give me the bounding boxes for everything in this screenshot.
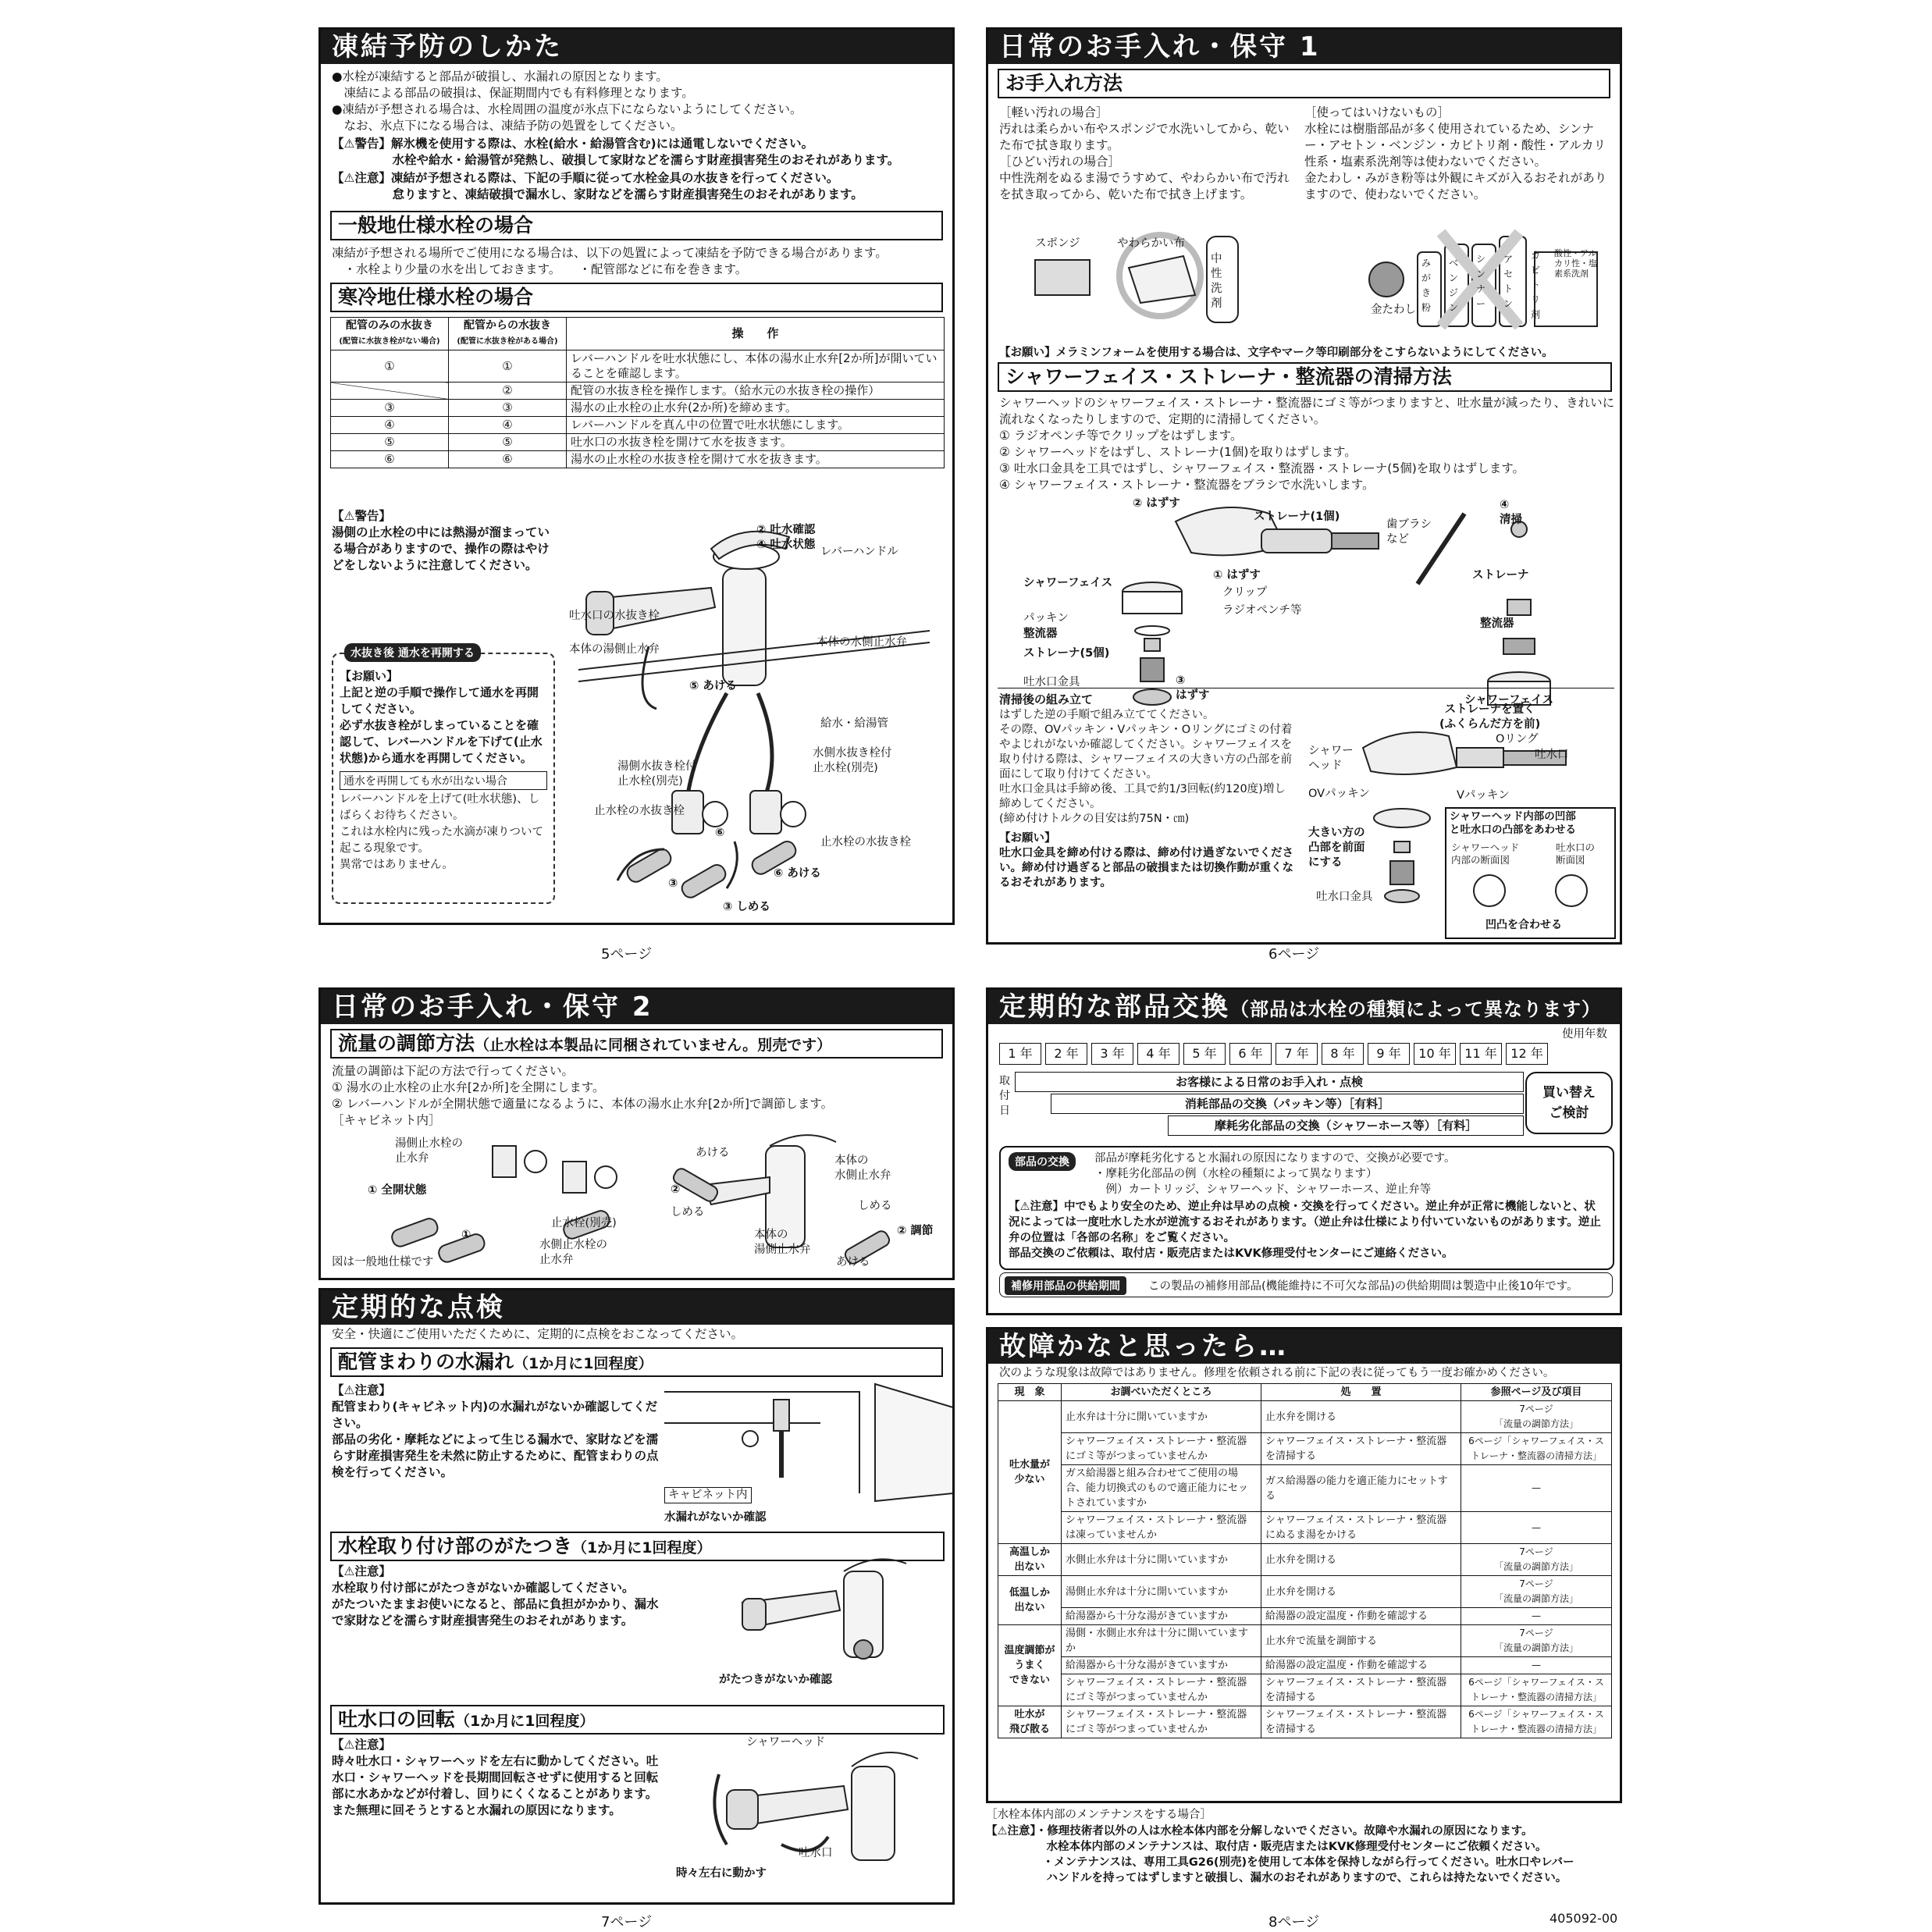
page-5 — [318, 27, 955, 925]
flow-label: ① — [461, 1229, 471, 1241]
cell: ⑤ — [449, 434, 567, 451]
diag-label: ⑥ — [715, 827, 725, 839]
trouble-ref: 7ページ 「流量の調節方法」 — [1461, 1576, 1612, 1608]
hot-warning-text: 湯側の止水栓の中には熱湯が溜まっている場合がありますので、操作の際はやけどをしないように注意してください。 — [332, 525, 550, 572]
diag2-label: ストレーナを置く (ふくらんだ方を前) — [1439, 703, 1541, 731]
trouble-check: シャワーフェイス・ストレーナ・整流器にゴミ等がつまっていませんか — [1062, 1706, 1261, 1738]
trouble-action: ガス給湯器の能力を適正能力にセットする — [1261, 1465, 1461, 1512]
general-text: 凍結が予想される場所でご使用になる場合は、以下の処置によって凍結を予防できる場合があります。 ・水栓より少量の水を出しておきます。 ・配管部などに布を巻きます。 — [332, 246, 888, 276]
trouble-action: シャワーフェイス・ストレーナ・整流器を清掃する — [1261, 1674, 1461, 1706]
diag-label: ストレーナ(5個) — [1023, 647, 1110, 660]
diag-label: 給水・給湯管 — [820, 717, 888, 730]
diag2-label: Oリング — [1496, 733, 1539, 745]
freeze-bullets: ●水栓が凍結すると部品が破損し、水漏れの原因となります。 凍結による部品の破損は、保証期間内でも有料修理となります。 ●凍結が予想される場合は、水栓周囲の温度が氷点下にならないようにしてください。 なお、氷点下になる場合は、凍結予防の処置をしてください。 — [332, 69, 802, 133]
reassemble-text: はずした逆の手順で組み立ててください。 その際、OVパッキン・Vパッキン・Oリングにゴミの付着やよじれがないか確認してください。シャワーフェイスを取り付ける際は、シャワーフェイスの大きい方の凸部を前面にして取り付けてください。 吐水口金具は手締め後、工具で約1/3回転(約120度)増し締めしてください。 (締め付けトルクの目安は約75N・㎝) — [999, 709, 1293, 825]
trouble-action: シャワーフェイス・ストレーナ・整流器を清掃する — [1261, 1706, 1461, 1738]
trouble-action: 止水弁を開ける — [1261, 1576, 1461, 1608]
melamine-note: 【お願い】メラミンフォームを使用する場合は、文字やマーク等印刷部分をこすらないようにしてください。 — [999, 347, 1553, 359]
care-title: お手入れ方法 — [998, 69, 1610, 98]
bar-daily: お客様による日常のお手入れ・点検 — [1015, 1072, 1524, 1092]
trouble-symptom: 吐水が 飛び散る — [998, 1706, 1062, 1738]
diag-label: レバーハンドル — [820, 546, 898, 558]
inspect-title: 定期的な点検 — [321, 1290, 952, 1325]
years-label: 使用年数 — [1562, 1028, 1607, 1041]
table-row — [998, 1706, 1612, 1738]
table-row — [998, 1544, 1612, 1576]
trouble-ref: 7ページ 「流量の調節方法」 — [1461, 1544, 1612, 1576]
rattle-title-text: 水栓取り付け部のがたつき — [338, 1535, 573, 1557]
page-5-title: 凍結予防のしかた — [321, 30, 952, 64]
trouble-symptom: 温度調節が うまく できない — [998, 1625, 1062, 1706]
replacement-title-text: 定期的な部品交換 — [999, 991, 1230, 1023]
table-row — [998, 1657, 1612, 1674]
table-row — [998, 1625, 1612, 1657]
flow-label: あける — [696, 1147, 730, 1159]
align-title: シャワーヘッド内部の凹部 と吐水口の凸部をあわせる — [1450, 810, 1576, 836]
nowater-text: レバーハンドルを上げて(吐水状態)、しばらくお待ちください。 これは水栓内に残った水滴が凍りついて起こる現象です。 異常ではありません。 — [340, 793, 543, 871]
diag2-label: 大きい方の 凸部を前面 にする — [1308, 827, 1365, 869]
flow-label: 図は一般地仕様です — [332, 1256, 434, 1268]
ng-item: みがき粉 — [1421, 258, 1432, 313]
flow-label: 止水栓(別売) — [551, 1217, 617, 1229]
trouble-action: 止水弁を開ける — [1261, 1401, 1461, 1433]
year-cell: 3 年 — [1091, 1043, 1133, 1065]
diag-label: ストレーナ — [1472, 569, 1529, 582]
table-row — [331, 417, 945, 434]
trouble-check: 給湯器から十分な湯がきていますか — [1062, 1608, 1261, 1625]
page-7-number: 7ページ — [601, 1914, 653, 1930]
ng-title: ［使ってはいけないもの］ — [1304, 105, 1450, 119]
page-7 — [318, 987, 955, 1280]
align-label: 凹凸を合わせる — [1485, 919, 1562, 931]
page-7-title: 日常のお手入れ・保守 2 — [321, 990, 952, 1024]
replace-consider: 買い替え ご検討 — [1525, 1072, 1613, 1134]
inspect-text: 安全・快適にご使用いただくために、定期的に点検をおこなってください。 — [332, 1327, 744, 1341]
restart-pill: 水抜き後 通水を再開する — [344, 643, 481, 662]
maint-text: 【⚠注意】・修理技術者以外の人は水栓本体内部を分解しないでください。故障や水漏れの原因になります。 水栓本体内部のメンテナンスは、取付店・販売店またはKVK修理受付センターにご依頼ください。 ・メンテナンスは、専用工具G26(別売)を使用して本体を保持しながら行ってください。吐水口やレバー ハンドルを持ってはずしますと破損し、漏水のおそれがありますので、これらは持たないでください。 — [986, 1825, 1574, 1884]
trouble-symptom: 低温しか 出ない — [998, 1576, 1062, 1625]
diag-label: ⑥ あける — [774, 867, 821, 880]
clean-text: シャワーヘッドのシャワーフェイス・ストレーナ・整流器にゴミ等がつまりますと、吐水量が減ったり、きれいに流れなくなったりしますので、定期的に清掃してください。 ① ラジオペンチ等でクリップをはずします。 ② シャワーヘッドをはずし、ストレーナ(1個)を取りはずします。 ③ 吐水口金具を工具ではずし、シャワーフェイス・整流器・ストレーナ(5個)を取りはずします。 ④ シャワーフェイス・ストレーナ・整流器をブラシで水洗いします。 — [999, 396, 1615, 492]
table-row — [998, 1465, 1612, 1512]
flow-title — [330, 1029, 943, 1059]
trouble-action: 止水弁を開ける — [1261, 1544, 1461, 1576]
ok-item: やわらかい布 — [1117, 237, 1185, 250]
ng-item: 酸性・アルカリ性・塩素系洗剤 — [1554, 248, 1597, 279]
diag2-label: OVパッキン — [1308, 788, 1370, 800]
trouble-th: 処 置 — [1261, 1384, 1461, 1401]
drain-table — [330, 317, 945, 468]
cell: ② — [449, 382, 567, 400]
table-row — [331, 350, 945, 382]
leak-label: キャビネット内 — [664, 1487, 752, 1503]
flow-label: ② — [671, 1183, 681, 1196]
table-row — [998, 1512, 1612, 1544]
table-row — [998, 1608, 1612, 1625]
diag-label: 吐水口金具 — [1023, 676, 1080, 688]
leak-caution: 【⚠注意】 — [332, 1383, 391, 1397]
diag-label: クリップ — [1222, 586, 1268, 599]
table-row — [998, 1674, 1612, 1706]
trouble-title: 故障かなと思ったら… — [988, 1329, 1620, 1364]
ng-item: 金たわし — [1371, 304, 1416, 316]
align-label: シャワーヘッド 内部の断面図 — [1451, 841, 1520, 866]
page-8-trouble — [986, 1327, 1622, 1803]
rotate-caution: 【⚠注意】 — [332, 1738, 391, 1752]
parts-box — [999, 1146, 1614, 1270]
document-code: 405092-00 — [1550, 1911, 1618, 1926]
trouble-ref: 6ページ「シャワーフェイス・ストレーナ・整流器の清掃方法」 — [1461, 1674, 1612, 1706]
trouble-table — [998, 1383, 1612, 1738]
trouble-check: 給湯器から十分な湯がきていますか — [1062, 1657, 1261, 1674]
flow-title-text: 流量の調節方法 — [338, 1032, 475, 1055]
reassemble-request-title: 【お願い】 — [999, 832, 1056, 845]
supply-pill: 補修用部品の供給期間 — [1005, 1276, 1126, 1295]
drain-th-1-note: (配管に水抜き栓がない場合) — [339, 337, 440, 346]
diag-label: 本体の水側止水弁 — [817, 636, 907, 649]
trouble-ref: — — [1461, 1512, 1612, 1544]
rotate-title-text: 吐水口の回転 — [338, 1708, 456, 1731]
parts-caution: 【⚠注意】中でもより安全のため、逆止弁は早めの点検・交換を行ってください。逆止弁が正常に機能しないと、状況によっては一度吐水した水が逆流するおそれがあります。（逆止弁は仕様により付いていないものがあります。逆止弁の位置は「各部の名称」をご覧ください。 部品交換のご依頼は、取付店・販売店またはKVK修理受付センターにご連絡ください。 — [1009, 1201, 1601, 1260]
trouble-ref: — — [1461, 1657, 1612, 1674]
freeze-warning: 【⚠警告】解氷機を使用する際は、水栓(給水・給湯管含む)には通電しないでください。 水栓や給水・給湯管が発熱し、破損して家財などを濡らす財産損害発生のおそれがあります。 — [332, 137, 900, 167]
diag2-label: 吐水口金具 — [1316, 891, 1373, 903]
faucet-rattle-illustration — [735, 1556, 938, 1665]
hot-warning-title: 【⚠警告】 — [332, 509, 391, 523]
table-row — [331, 382, 945, 400]
flow-label: しめる — [671, 1206, 705, 1219]
ng-item: アセトン — [1503, 254, 1514, 309]
cell: ① — [331, 350, 449, 382]
trouble-check: ガス給湯器と組み合わせてご使用の場合、能力切換式のもので適正能力にセットされていますか — [1062, 1465, 1261, 1512]
diag-label: 歯ブラシ など — [1386, 518, 1432, 546]
diag-label: ⑤ あける — [689, 680, 737, 692]
year-cell: 7 年 — [1276, 1043, 1318, 1065]
diag-label: 止水栓の水抜き栓 — [594, 805, 685, 817]
year-cell: 4 年 — [1137, 1043, 1179, 1065]
cell: ⑥ — [449, 451, 567, 468]
diag-label: ② はずす — [1133, 497, 1180, 510]
trouble-action: シャワーフェイス・ストレーナ・整流器を清掃する — [1261, 1433, 1461, 1465]
flow-label: 水側止水栓の 止水弁 — [539, 1239, 607, 1266]
year-cell: 6 年 — [1229, 1043, 1272, 1065]
diag-label: パッキン — [1023, 612, 1069, 624]
rattle-text: 水栓取り付け部にがたつきがないか確認してください。 がたついたままお使いになると、部品に負担がかかり、漏水で家財などを濡らす財産損害発生のおそれがあります。 — [332, 1581, 659, 1628]
trouble-ref: 6ページ「シャワーフェイス・ストレーナ・整流器の清掃方法」 — [1461, 1706, 1612, 1738]
restart-request-text: 上記と逆の手順で操作して通水を再開してください。 必ず水抜き栓がしまっていることを確認して、レバーハンドルを下げて(止水状態)から通水を再開してください。 — [340, 685, 543, 765]
trouble-check: シャワーフェイス・ストレーナ・整流器は凍っていませんか — [1062, 1512, 1261, 1544]
page-6-number: 6ページ — [1268, 946, 1320, 962]
trouble-symptom: 吐水量が 少ない — [998, 1401, 1062, 1544]
year-cell: 12 年 — [1506, 1043, 1548, 1065]
align-cross-section-icon — [1462, 871, 1603, 910]
trouble-check: 湯側止水弁は十分に開いていますか — [1062, 1576, 1261, 1608]
trouble-action: シャワーフェイス・ストレーナ・整流器にぬるま湯をかける — [1261, 1512, 1461, 1544]
diag-label: 湯側水抜き栓付 止水栓(別売) — [617, 760, 697, 788]
drain-th-1: 配管のみの水抜き — [346, 319, 433, 332]
trouble-ref: 6ページ「シャワーフェイス・ストレーナ・整流器の清掃方法」 — [1461, 1433, 1612, 1465]
align-label: 吐水口の 断面図 — [1556, 841, 1596, 866]
leak-text: 配管まわり(キャビネット内)の水漏れがないか確認してください。 部品の劣化・摩耗などによって生じる漏水で、家財などを濡らす財産損害発生を未然に防止するために、配管まわりの点検を行ってください。 — [332, 1400, 659, 1479]
diag-label: シャワーフェイス — [1464, 694, 1554, 706]
light-title: ［軽い汚れの場合］ — [999, 105, 1108, 119]
maint-title: ［水栓本体内部のメンテナンスをする場合］ — [986, 1809, 1212, 1821]
diag2-label: Vパッキン — [1457, 789, 1510, 802]
reassemble-title: 清掃後の組み立て — [999, 692, 1094, 706]
restart-box — [332, 647, 555, 904]
diag-label: 整流器 — [1023, 628, 1058, 640]
nowater-title: 通水を再開しても水が出ない場合 — [340, 771, 547, 790]
leak-title-text: 配管まわりの水漏れ — [338, 1350, 514, 1373]
diag2-label: 吐水口 — [1535, 749, 1569, 761]
diag-label: 水側水抜き栓付 止水栓(別売) — [813, 747, 892, 774]
general-title: 一般地仕様水栓の場合 — [330, 211, 943, 240]
drain-th-3: 操 作 — [567, 318, 945, 350]
replacement-title-note: （部品は水栓の種類によって異なります） — [1230, 998, 1601, 1020]
trouble-action: 止水弁で流量を調節する — [1261, 1625, 1461, 1657]
light-text: 汚れは柔らかい布やスポンジで水洗いしてから、乾いた布で拭き取ります。 — [999, 122, 1290, 152]
cell: ④ — [449, 417, 567, 434]
rotate-label: シャワーヘッド — [746, 1736, 826, 1749]
flow-label: あける — [836, 1256, 870, 1268]
cell: ③ — [449, 400, 567, 417]
year-cell: 10 年 — [1414, 1043, 1456, 1065]
cell: レバーハンドルを吐水状態にし、本体の湯水止水弁[2か所]が開いていることを確認します。 — [567, 350, 945, 382]
rotate-title — [330, 1705, 945, 1735]
trouble-th: 参照ページ及び項目 — [1461, 1384, 1612, 1401]
bar-consumable: 消耗部品の交換（パッキン等）［有料］ — [1051, 1094, 1524, 1114]
drain-th-2: 配管からの水抜き — [464, 319, 551, 332]
table-row — [331, 434, 945, 451]
diag-label: 本体の湯側止水弁 — [569, 643, 660, 656]
trouble-check: シャワーフェイス・ストレーナ・整流器にゴミ等がつまっていませんか — [1062, 1674, 1261, 1706]
year-cell: 9 年 — [1368, 1043, 1410, 1065]
cell: ③ — [331, 400, 449, 417]
trouble-action: 給湯器の設定温度・作動を確認する — [1261, 1608, 1461, 1625]
trouble-ref: 7ページ 「流量の調節方法」 — [1461, 1401, 1612, 1433]
supply-box — [999, 1272, 1613, 1297]
diag-label: ④ 清掃 — [1500, 499, 1522, 526]
rotate-text: 時々吐水口・シャワーヘッドを左右に動かしてください。吐水口・シャワーヘッドを長期間回転させずに使用すると回転部に水あかなどが付着し、回りにくくなることがあります。また無理に回そうとすると水漏れの原因になります。 — [332, 1754, 659, 1817]
rotate-label: 吐水口 — [799, 1847, 833, 1859]
flow-label: ② 調節 — [897, 1225, 934, 1237]
diag-label: シャワーフェイス — [1023, 577, 1113, 589]
page-8-number: 8ページ — [1268, 1914, 1320, 1930]
trouble-check: 止水弁は十分に開いていますか — [1062, 1401, 1261, 1433]
rotate-freq: （1か月に1回程度） — [455, 1713, 595, 1730]
flow-label: ① 全開状態 — [368, 1184, 427, 1197]
year-cell: 1 年 — [999, 1043, 1041, 1065]
flow-label: 本体の 水側止水弁 — [834, 1155, 891, 1182]
rotate-label: 時々左右に動かす — [676, 1867, 767, 1880]
drain-th-2-note: (配管に水抜き栓がある場合) — [457, 337, 558, 346]
ok-item: 中性洗剤 — [1211, 253, 1222, 310]
flow-title-note: （止水栓は本製品に同梱されていません。別売です） — [475, 1037, 832, 1054]
align-box — [1445, 807, 1616, 939]
cell: ⑤ — [331, 434, 449, 451]
year-cell: 8 年 — [1322, 1043, 1364, 1065]
trouble-action: 給湯器の設定温度・作動を確認する — [1261, 1657, 1461, 1674]
page-6-title: 日常のお手入れ・保守 1 — [988, 30, 1620, 64]
leak-label: 水漏れがないか確認 — [664, 1511, 767, 1524]
page-7-inspection — [318, 1288, 955, 1905]
parts-pill: 部品の交換 — [1009, 1152, 1076, 1171]
trouble-check: 水側止水弁は十分に開いていますか — [1062, 1544, 1261, 1576]
diag-label: ③ はずす — [1176, 674, 1210, 702]
install-label: 取付日 — [999, 1075, 1010, 1117]
table-row — [331, 400, 945, 417]
parts-text: 部品が摩耗劣化すると水漏れの原因になりますので、交換が必要です。 ・摩耗劣化部品の例（水栓の種類によって異なります） 例）カートリッジ、シャワーヘッド、シャワーホース、逆止弁等 — [1094, 1152, 1456, 1196]
table-row — [331, 451, 945, 468]
diag-label: 吐水口の水抜き栓 — [569, 610, 660, 622]
bar-wear: 摩耗劣化部品の交換（シャワーホース等）［有料］ — [1168, 1115, 1524, 1136]
cell: ① — [449, 350, 567, 382]
cell: 湯水の止水栓の止水弁(2か所)を締めます。 — [567, 400, 945, 417]
cold-title: 寒冷地仕様水栓の場合 — [330, 283, 943, 312]
trouble-ref: — — [1461, 1465, 1612, 1512]
leak-title — [330, 1347, 943, 1377]
cell: 吐水口の水抜き栓を開けて水を抜きます。 — [567, 434, 945, 451]
trouble-th: 現 象 — [998, 1384, 1062, 1401]
reassemble-request-text: 吐水口金具を締め付ける際は、締め付け過ぎないでください。締め付け過ぎると部品の破損または切換作動が重くなるおそれがあります。 — [999, 847, 1293, 889]
ng-item: カビトリ剤 — [1531, 250, 1541, 320]
flow-label: しめる — [858, 1200, 892, 1212]
freeze-caution: 【⚠注意】凍結が予想される際は、下記の手順に従って水栓金具の水抜きを行ってください。 怠りますと、凍結破損で漏水し、家財などを濡らす財産損害発生のおそれがあります。 — [332, 171, 863, 201]
diag-label: 整流器 — [1480, 617, 1514, 630]
trouble-check: 湯側・水側止水弁は十分に開いていますか — [1062, 1625, 1261, 1657]
trouble-ref: 7ページ 「流量の調節方法」 — [1461, 1625, 1612, 1657]
page-5-number: 5ページ — [601, 946, 653, 962]
trouble-symptom: 高温しか 出ない — [998, 1544, 1062, 1576]
page-8-replacement — [986, 987, 1622, 1315]
years-row — [999, 1043, 1552, 1065]
diag-label: ③ — [668, 877, 678, 890]
diag-label: ② 吐水確認 ④ 吐水状態 — [756, 524, 816, 551]
page-6 — [986, 27, 1622, 945]
trouble-text: 次のような現象は故障ではありません。修理を依頼される前に下記の表に従ってもう一度お確かめください。 — [999, 1367, 1555, 1379]
year-cell: 2 年 — [1045, 1043, 1087, 1065]
ng-text: 水栓には樹脂部品が多く使用されているため、シンナー・アセトン・ベンジン・カビトリ剤・酸性・アルカリ性系・塩素系洗剤等は使わないでください。 金たわし・みがき粉等は外観にキズが入るおそれがありますので、使わないでください。 — [1304, 122, 1607, 201]
flow-label: 湯側止水栓の 止水弁 — [395, 1137, 463, 1165]
care-tools-illustration — [1004, 221, 1613, 338]
trouble-th: お調べいただくところ — [1062, 1384, 1261, 1401]
restart-request-title: 【お願い】 — [340, 669, 399, 683]
clean-title: シャワーフェイス・ストレーナ・整流器の清掃方法 — [998, 362, 1612, 392]
diag-label: ① はずす — [1213, 569, 1261, 582]
cell: レバーハンドルを真ん中の位置で吐水状態にします。 — [567, 417, 945, 434]
cell: ⑥ — [331, 451, 449, 468]
diag-label: ③ しめる — [723, 901, 770, 913]
heavy-text: 中性洗剤をぬるま湯でうすめて、やわらかい布で汚れを拭き取ってから、乾いた布で拭き上げます。 — [999, 171, 1290, 201]
ng-item: ベンジン — [1449, 258, 1459, 313]
diag-label: ストレーナ(1個) — [1254, 511, 1340, 523]
diag2-label: シャワー ヘッド — [1308, 745, 1354, 772]
year-cell: 11 年 — [1460, 1043, 1502, 1065]
rattle-label: がたつきがないか確認 — [719, 1674, 832, 1686]
table-row — [998, 1401, 1612, 1433]
flow-text: 流量の調節は下記の方法で行ってください。 ① 湯水の止水栓の止水弁[2か所]を全開にします。 ② レバーハンドルが全開状態で適量になるように、本体の湯水止水弁[2か所]で調節します。 ［キャビネット内］ — [332, 1064, 834, 1127]
ok-item: スポンジ — [1035, 237, 1080, 250]
rattle-freq: （1か月に1回程度） — [572, 1539, 712, 1557]
trouble-ref: — — [1461, 1608, 1612, 1625]
ng-item: シンナー — [1476, 254, 1486, 309]
cell: ④ — [331, 417, 449, 434]
rattle-caution: 【⚠注意】 — [332, 1564, 391, 1578]
diag-label: 止水栓の水抜き栓 — [820, 836, 911, 849]
cell: 湯水の止水栓の水抜き栓を開けて水を抜きます。 — [567, 451, 945, 468]
table-row — [998, 1576, 1612, 1608]
leak-freq: （1か月に1回程度） — [514, 1355, 653, 1372]
flow-label: 本体の 湯側止水弁 — [754, 1229, 811, 1256]
showerhead-disassembly-diagram — [1004, 498, 1613, 717]
year-cell: 5 年 — [1183, 1043, 1226, 1065]
cell — [331, 382, 449, 400]
replacement-title — [988, 990, 1620, 1024]
trouble-check: シャワーフェイス・ストレーナ・整流器にゴミ等がつまっていませんか — [1062, 1433, 1261, 1465]
supply-text: この製品の補修用部品(機能維持に不可欠な部品)の供給期間は製造中止後10年です。 — [1148, 1280, 1578, 1293]
table-row — [998, 1433, 1612, 1465]
heavy-title: ［ひどい汚れの場合］ — [999, 155, 1121, 169]
diag-label: ラジオペンチ等 — [1222, 604, 1302, 617]
cell: 配管の水抜き栓を操作します。（給水元の水抜き栓の操作） — [567, 382, 945, 400]
